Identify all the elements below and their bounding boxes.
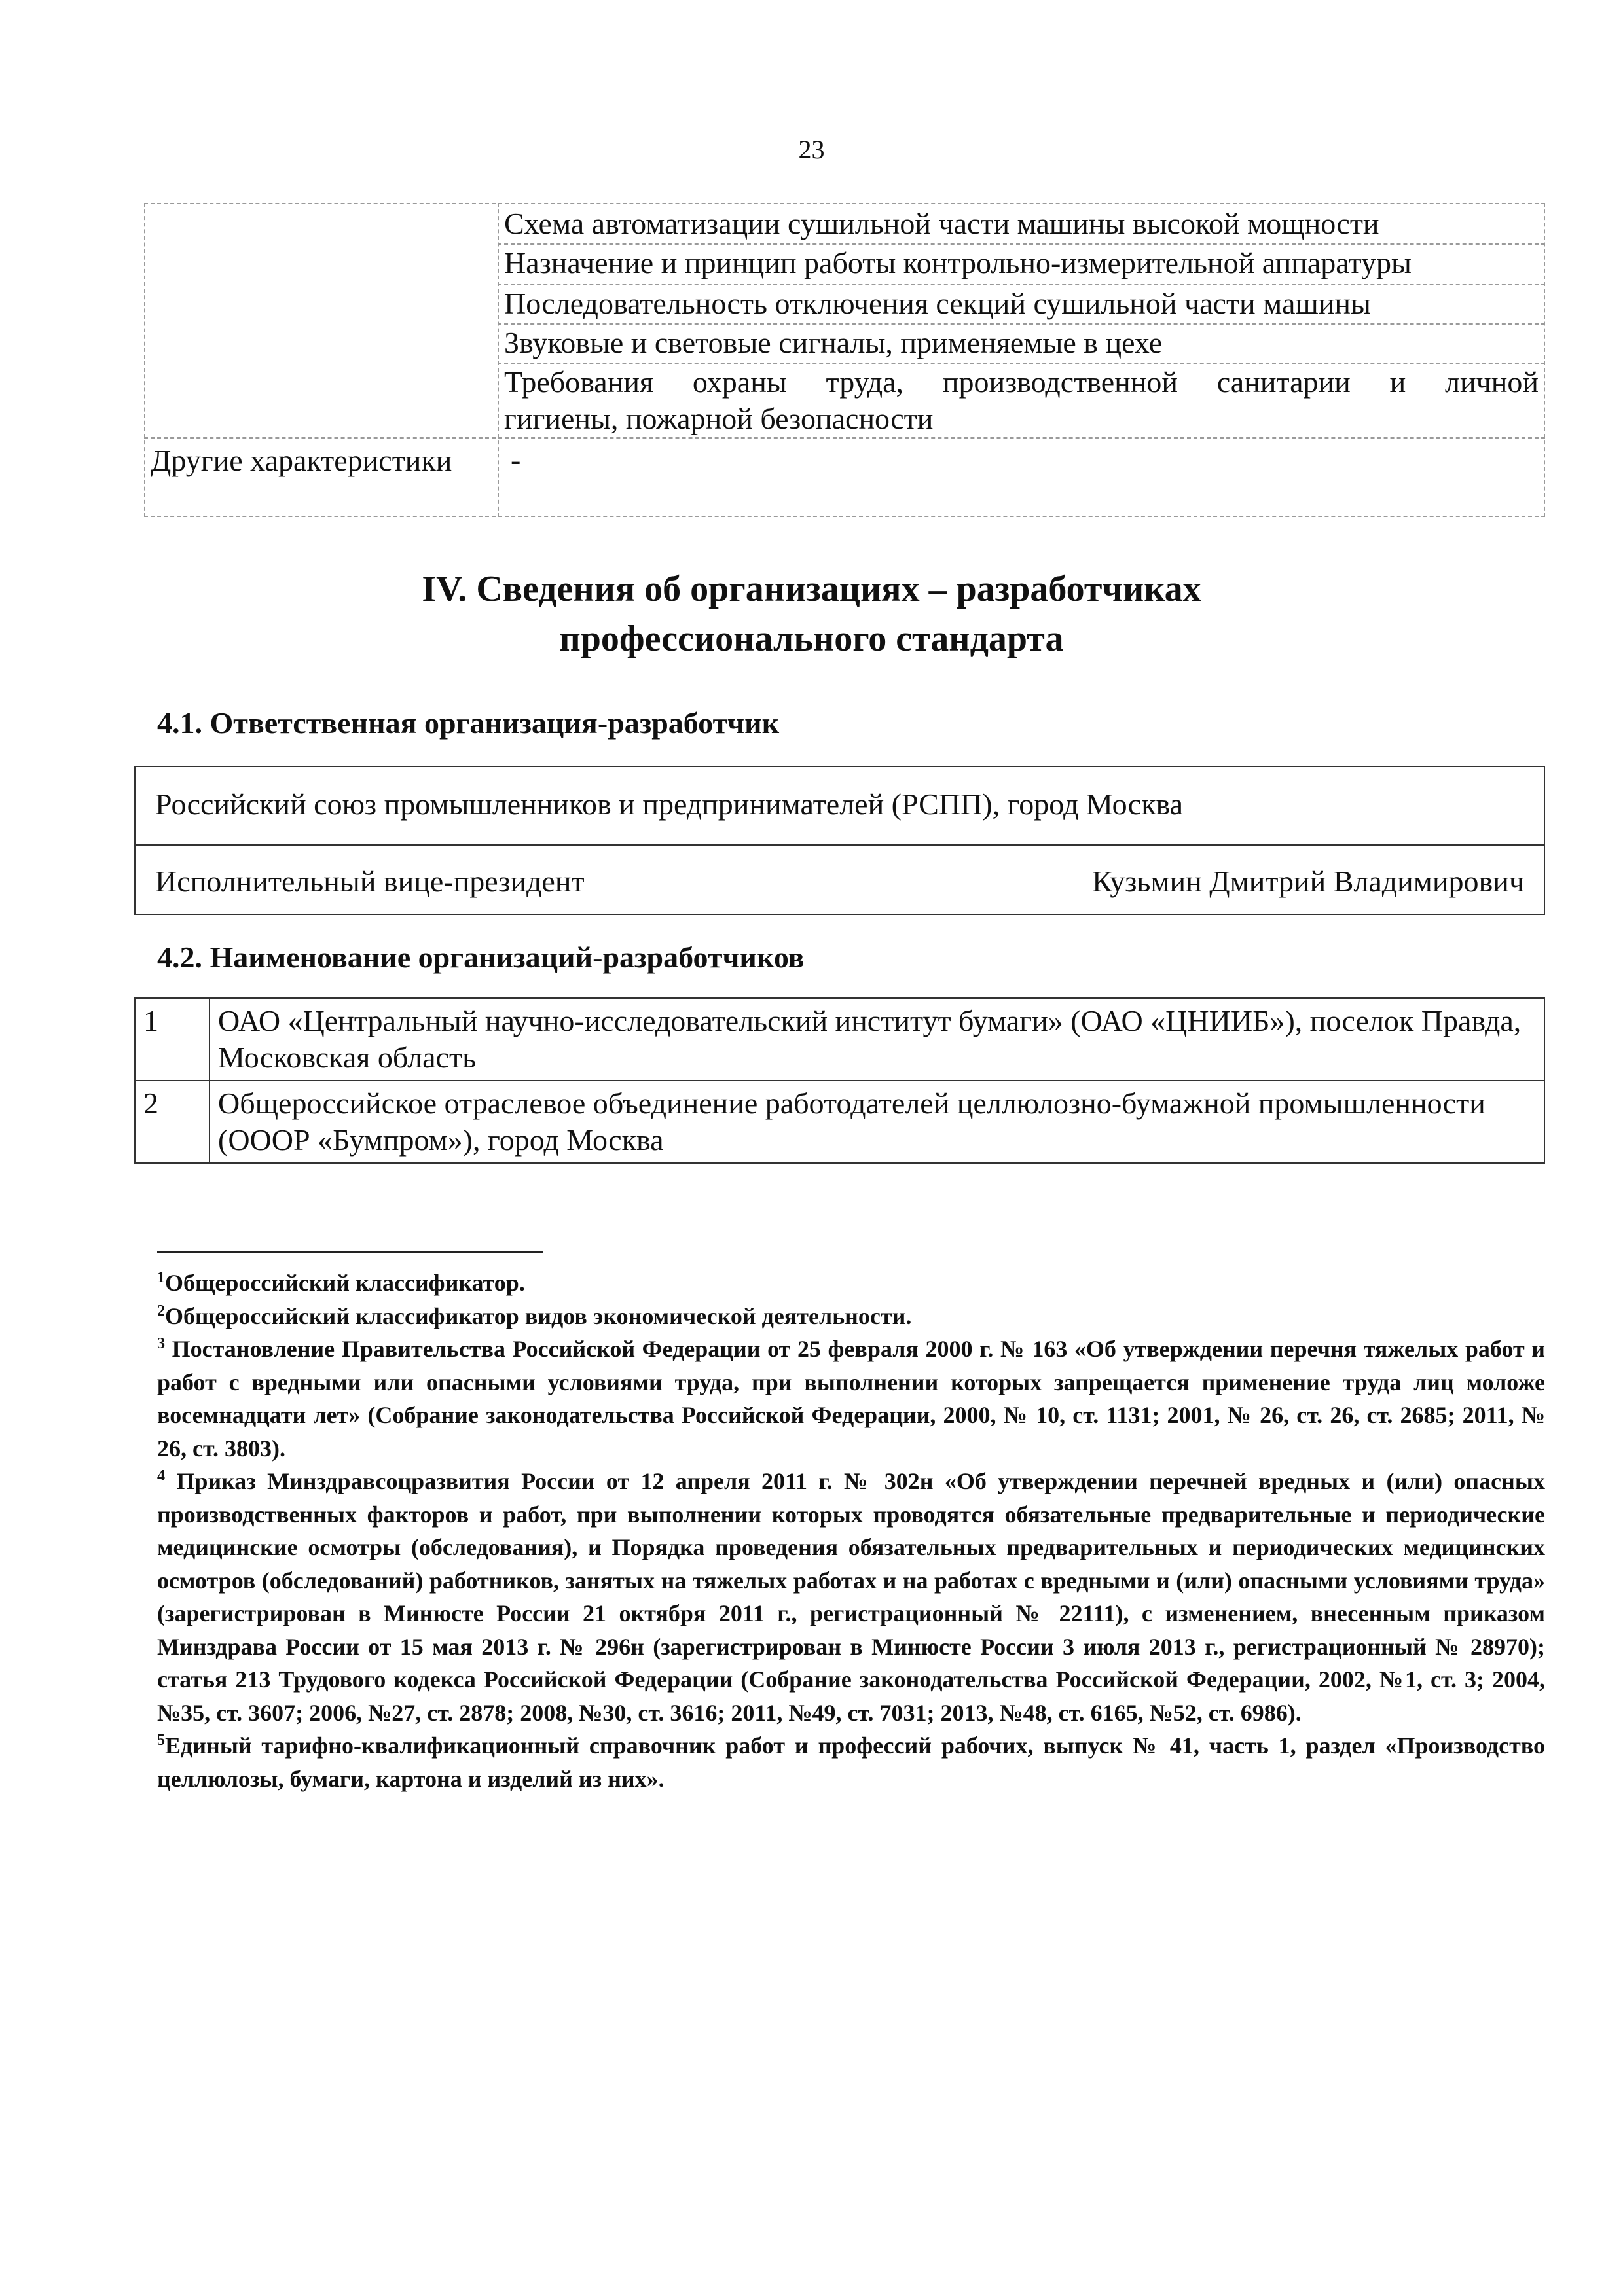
footnote-mark: 1 bbox=[157, 1269, 165, 1286]
footnote-mark: 3 bbox=[157, 1335, 165, 1352]
footnote-text: Приказ Минздравсоцразвития России от 12 апреля 2011 г. № 302н «Об утверждении перечней вредных и (или) опасных производственных факторов и работ, при выполнении которых проводятся обязательные предварительные и периодические медицинские осмотры (обследования), и Порядка проведения обязательных предварительных и периодических медицинских осмотров (обследований) работников, занятых на тяжелых работах и на работах с вредными и (или) опасными условиями труда» (зарегистрирован в Минюсте России 21 октября 2011 г., регистрационный № 22111), с изменением, внесенным приказом Минздрава России от 15 мая 2013 г. № 296н (зарегистрирован в Минюсте России 3 июля 2013 г., регистрационный № 28970); статья 213 Трудового кодекса Российской Федерации (Собрание законодательства Российской Федерации, 2002, №1, ст. 3; 2004, №35, ст. 3607; 2006, №27, ст. 2878; 2008, №30, ст. 3616; 2011, №49, ст. 7031; 2013, №48, ст. 6165, №52, ст. 6986). bbox=[157, 1468, 1545, 1726]
table-row: гигиены, пожарной безопасности bbox=[504, 402, 934, 435]
other-characteristics-label: Другие характеристики bbox=[151, 444, 452, 477]
responsible-person-box bbox=[134, 844, 1545, 915]
footnote-mark: 2 bbox=[157, 1302, 165, 1319]
other-characteristics-value: - bbox=[511, 443, 521, 476]
section-title-line: профессионального стандарта bbox=[559, 619, 1064, 659]
table-row bbox=[135, 1081, 1544, 1163]
footnote bbox=[157, 1333, 1545, 1465]
responsible-org-box bbox=[134, 766, 1545, 846]
org-name: Общероссийское отраслевое объединение работодателей целлюлозно-бумажной промышленности (ОООР «Бумпром»), город Москва bbox=[210, 1081, 1544, 1163]
row-number: 1 bbox=[135, 998, 210, 1081]
row-number: 2 bbox=[135, 1081, 210, 1163]
developers-heading: 4.2. Наименование организаций-разработчиков bbox=[157, 941, 805, 974]
footnote-mark: 5 bbox=[157, 1732, 165, 1749]
footnote-text: Общероссийский классификатор видов экономической деятельности. bbox=[165, 1302, 912, 1329]
table-column-divider bbox=[498, 203, 499, 517]
page-number: 23 bbox=[798, 135, 825, 164]
footnote-text: Общероссийский классификатор. bbox=[165, 1270, 525, 1296]
footnote bbox=[157, 1266, 1545, 1300]
row-divider bbox=[144, 437, 1545, 439]
footnote-mark: 4 bbox=[157, 1467, 165, 1484]
footnote bbox=[157, 1300, 1545, 1333]
section-title bbox=[0, 564, 1623, 664]
responsible-heading: 4.1. Ответственная организация-разработчик bbox=[157, 706, 780, 740]
footnote bbox=[157, 1729, 1545, 1795]
table-row: Требования охраны труда, производственной санитарии и личной bbox=[504, 365, 1539, 399]
table-row: Схема автоматизации сушильной части машины высокой мощности bbox=[504, 207, 1379, 240]
developers-table bbox=[134, 997, 1545, 1164]
org-name: ОАО «Центральный научно-исследовательский институт бумаги» (ОАО «ЦНИИБ»), поселок Правда, Московская область bbox=[210, 998, 1544, 1081]
responsible-person: Кузьмин Дмитрий Владимирович bbox=[1092, 865, 1524, 898]
footnote-rule bbox=[157, 1251, 543, 1253]
table-row: Назначение и принцип работы контрольно-измерительной аппаратуры bbox=[504, 246, 1412, 279]
responsible-org: Российский союз промышленников и предпринимателей (РСПП), город Москва bbox=[155, 787, 1184, 821]
footnote-text: Постановление Правительства Российской Федерации от 25 февраля 2000 г. № 163 «Об утверждении перечня тяжелых работ и работ с вредными или опасными условиями труда, при выполнении которых запрещается применение труда лиц моложе восемнадцати лет» (Собрание законодательства Российской Федерации, 2000, № 10, ст. 1131; 2001, № 26, ст. 26, ст. 2685; 2011, № 26, ст. 3803). bbox=[157, 1336, 1545, 1462]
responsible-position: Исполнительный вице-президент bbox=[155, 865, 585, 898]
table-row: Звуковые и световые сигналы, применяемые в цехе bbox=[504, 326, 1163, 359]
footnote bbox=[157, 1465, 1545, 1729]
table-row bbox=[135, 998, 1544, 1081]
footnote-text: Единый тарифно-квалификационный справочник работ и профессий рабочих, выпуск № 41, часть 1, раздел «Производство целлюлозы, бумаги, картона и изделий из них». bbox=[157, 1732, 1545, 1792]
section-title-line: IV. Сведения об организациях – разработчиках bbox=[422, 569, 1201, 609]
footnotes bbox=[157, 1266, 1545, 1795]
table-row: Последовательность отключения секций сушильной части машины bbox=[504, 287, 1371, 320]
